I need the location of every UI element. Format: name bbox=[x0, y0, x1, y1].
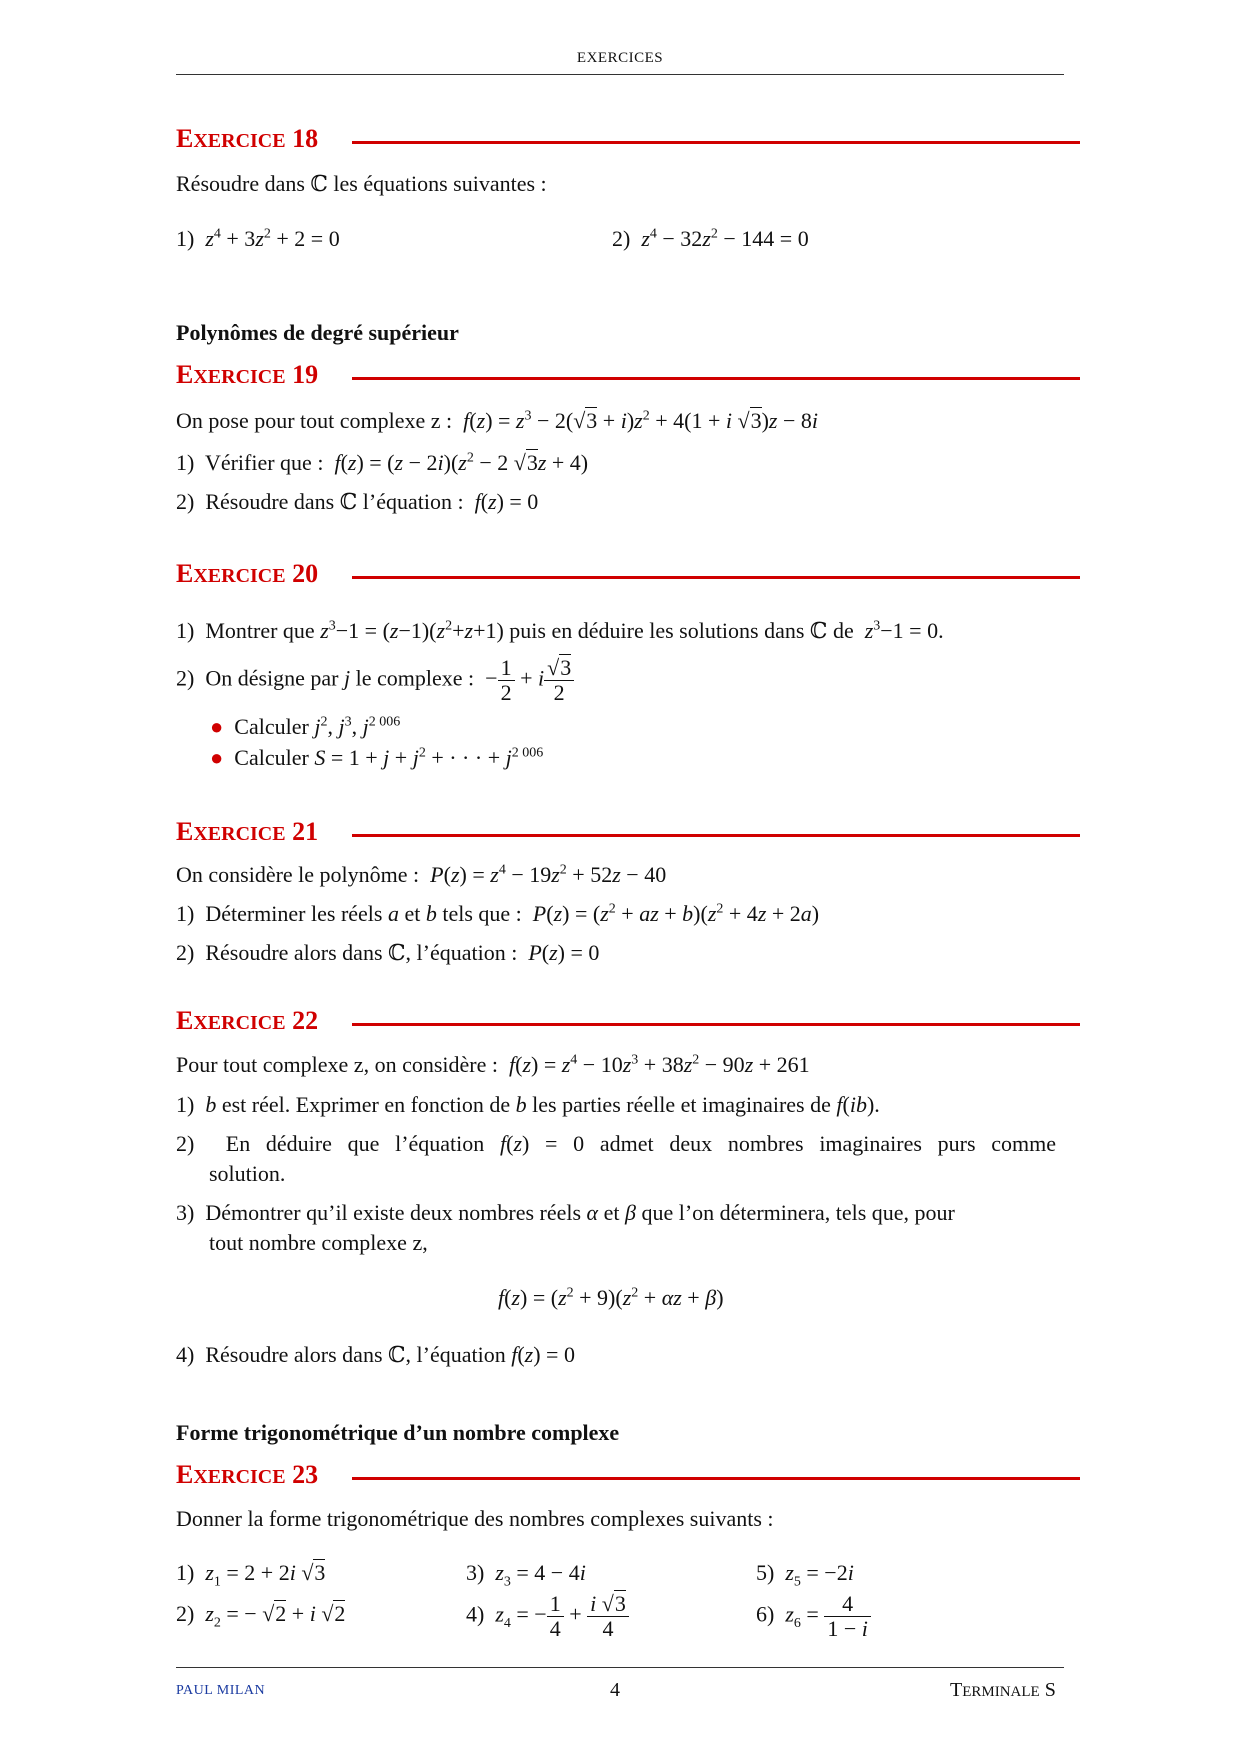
exercise-23-item-1: 1) $z_1 = 2 + 2i$ √3 bbox=[176, 1560, 326, 1590]
exercise-19-q2: 2) Résoudre dans ℂ l’équation : f(z) = 0 bbox=[176, 489, 539, 514]
page-header: EXERCICES bbox=[576, 50, 664, 66]
exercise-21-intro: On considère le polynôme : $P(z) = z^4 - 19z^2 + 52z - 40$ bbox=[176, 862, 667, 887]
exercise-19-title: EXERCICE 19 bbox=[176, 360, 319, 389]
exercise-22-q4: 4) Résoudre alors dans ℂ, l’équation f(z) = 0 bbox=[176, 1342, 575, 1367]
footer-rule bbox=[176, 1667, 1064, 1668]
exercise-23-item-5: 5) $z_5 = -2i$ bbox=[756, 1560, 854, 1590]
header-rule bbox=[176, 74, 1064, 75]
footer-class: TERMINALE S bbox=[950, 1679, 1056, 1701]
exercise-23-item-3: 3) $z_3 = 4 - 4i$ bbox=[466, 1560, 586, 1590]
exercise-20-title: EXERCICE 20 bbox=[176, 559, 319, 588]
exercise-19-rule bbox=[352, 377, 1080, 380]
exercise-18-intro: Résoudre dans ℂ les équations suivantes : bbox=[176, 171, 547, 196]
exercise-21-rule bbox=[352, 834, 1080, 837]
bullet-icon: ● bbox=[210, 745, 224, 770]
section-polynomes: Polynômes de degré supérieur bbox=[176, 320, 459, 345]
exercise-20-q2: 2) On désigne par j le complexe : − $\frac{1}{2}$ + i $\frac{√3}{2}$ bbox=[176, 656, 574, 705]
exercise-22-rule bbox=[352, 1023, 1080, 1026]
exercise-23-title: EXERCICE 23 bbox=[176, 1460, 319, 1489]
exercise-23-intro: Donner la forme trigonométrique des nombres complexes suivants : bbox=[176, 1506, 774, 1531]
page-number: 4 bbox=[610, 1679, 620, 1701]
exercise-19-q1: 1) Vérifier que : $f(z) = (z - 2i)(z^2 - 2$ √3z + 4) bbox=[176, 450, 589, 475]
exercise-22-q2-cont: solution. bbox=[209, 1161, 286, 1186]
exercise-21-title: EXERCICE 21 bbox=[176, 817, 319, 846]
section-trigo: Forme trigonométrique d’un nombre complexe bbox=[176, 1420, 620, 1445]
exercise-20-bullet-1: ● Calculer $j^2$, $j^3$, $j^{2 006}$ bbox=[210, 714, 401, 739]
exercise-20-rule bbox=[352, 576, 1080, 579]
footer-author: PAUL MILAN bbox=[176, 1683, 266, 1698]
exercise-22-q1: 1) b est réel. Exprimer en fonction de b les parties réelle et imaginaires de f(ib). bbox=[176, 1092, 880, 1117]
exercise-23-item-6: 6) $z_6$ = $\frac{4}{1 - i}$ bbox=[756, 1592, 871, 1641]
exercise-22-title: EXERCICE 22 bbox=[176, 1006, 319, 1035]
exercise-18-q2: 2) $z^4 - 32z^2 - 144 = 0$ bbox=[612, 226, 809, 251]
exercise-22-q3-cont: tout nombre complexe z, bbox=[209, 1230, 428, 1255]
exercise-23-item-2: 2) $z_2$ = − √2 + i √2 bbox=[176, 1601, 346, 1631]
exercise-22-intro: Pour tout complexe z, on considère : $f(z) = z^4 - 10z^3 + 38z^2 - 90z + 261$ bbox=[176, 1052, 810, 1077]
exercise-22-q2: 2) En déduire que l’équation f(z) = 0 admet deux nombres imaginaires purs comme bbox=[176, 1131, 1057, 1156]
exercise-22-q3: 3) Démontrer qu’il existe deux nombres réels α et β que l’on déterminera, tels que, pour bbox=[176, 1200, 955, 1225]
exercise-18-title: EXERCICE 18 bbox=[176, 124, 319, 153]
exercise-20-q1: 1) Montrer que $z^3-1 = (z-1)(z^2+z+1)$ puis en déduire les solutions dans ℂ de $z^3-1 = 0$. bbox=[176, 618, 944, 643]
exercise-22-formula: $f(z) = (z^2 + 9)(z^2 + \alpha z + \beta)$ bbox=[498, 1285, 724, 1310]
exercise-23-rule bbox=[352, 1477, 1080, 1480]
bullet-icon: ● bbox=[210, 714, 224, 739]
exercise-23-item-4: 4) $z_4$ = − $\frac{1}{4}$ + $\frac{i √3}{4}$ bbox=[466, 1592, 629, 1641]
exercise-19-intro: On pose pour tout complexe z : $f(z) = z^3 - 2(√3 + i)z^2 + 4(1 + i$ √3)z − 8i bbox=[176, 408, 819, 433]
exercise-21-q2: 2) Résoudre alors dans ℂ, l’équation : P(z) = 0 bbox=[176, 940, 600, 965]
exercise-18-rule bbox=[352, 141, 1080, 144]
exercise-21-q1: 1) Déterminer les réels a et b tels que : $P(z) = (z^2$ + az + $b)(z^2 + 4z + 2a)$ bbox=[176, 901, 820, 926]
exercise-18-q1: 1) $z^4 + 3z^2 + 2 = 0$ bbox=[176, 226, 340, 251]
exercise-20-bullet-2: ● Calculer $S = 1 + j + j^2$ + · · · + $j^{2 006}$ bbox=[210, 745, 544, 770]
